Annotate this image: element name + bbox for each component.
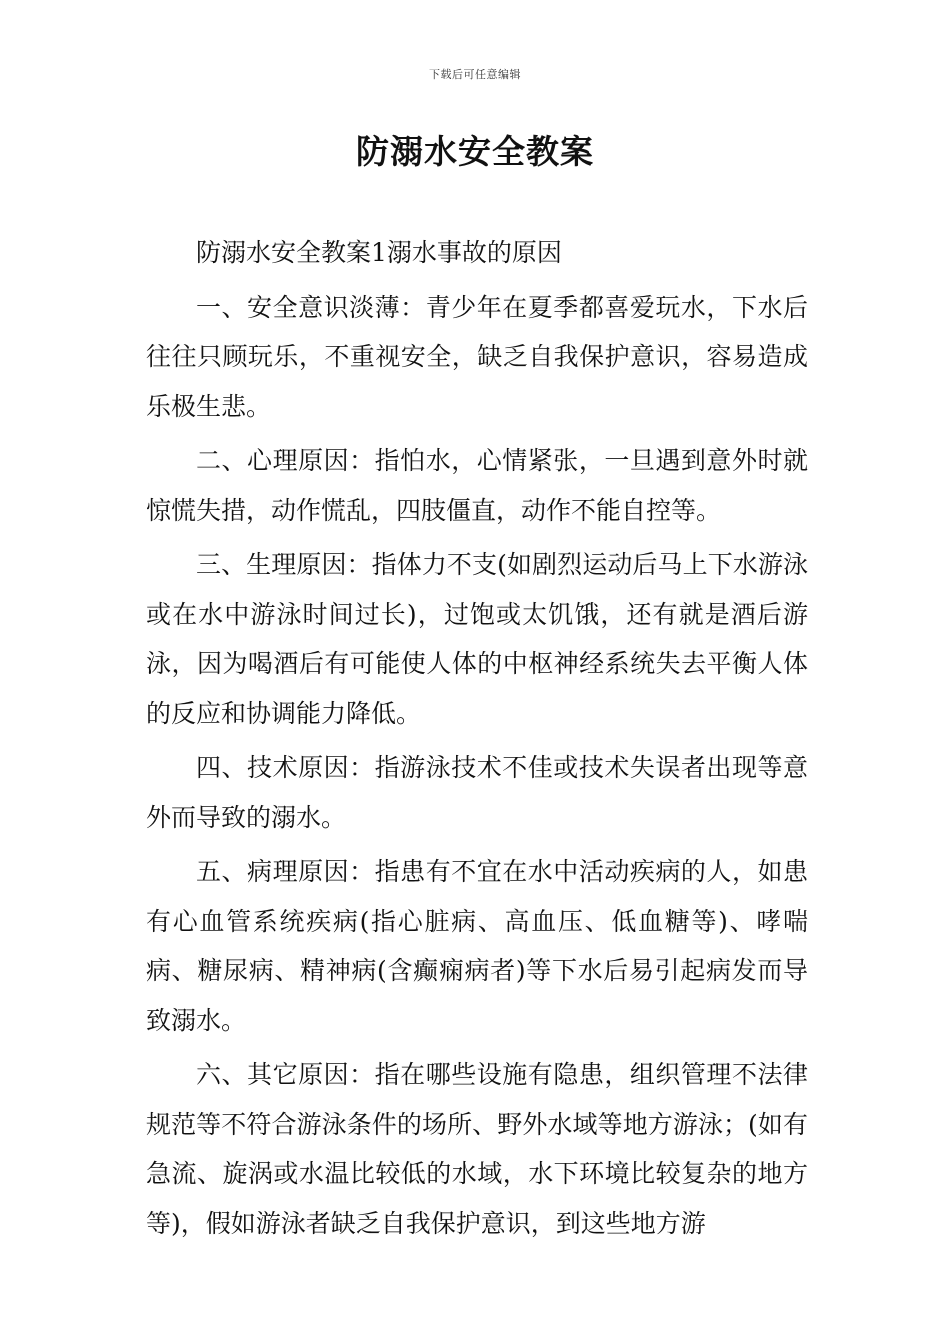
paragraph-psychological: 二、心理原因：指怕水，心情紧张，一旦遇到意外时就惊慌失措，动作慌乱，四肢僵直，动作不能自控等。 xyxy=(146,446,808,525)
paragraph-other: 六、其它原因：指在哪些设施有隐患，组织管理不法律规范等不符合游泳条件的场所、野外水域等地方游泳；(如有急流、旋涡或水温比较低的水域，水下环境比较复杂的地方等)，假如游泳者缺乏自我保护意识，到这些地方游 xyxy=(146,1060,808,1238)
paragraph-intro: 防溺水安全教案1溺水事故的原因 xyxy=(196,238,562,267)
header-note: 下载后可任意编辑 xyxy=(429,68,521,81)
paragraph-physiological: 三、生理原因：指体力不支(如剧烈运动后马上下水游泳或在水中游泳时间过长)，过饱或太饥饿，还有就是酒后游泳，因为喝酒后有可能使人体的中枢神经系统失去平衡人体的反应和协调能力降低。 xyxy=(146,550,808,728)
document-title: 防溺水安全教案 xyxy=(356,132,594,171)
paragraph-pathological: 五、病理原因：指患有不宜在水中活动疾病的人，如患有心血管系统疾病(指心脏病、高血压、低血糖等)、哮喘病、糖尿病、精神病(含癫痫病者)等下水后易引起病发而导致溺水。 xyxy=(146,857,808,1035)
paragraph-technical: 四、技术原因：指游泳技术不佳或技术失误者出现等意外而导致的溺水。 xyxy=(146,753,808,832)
paragraph-safety-awareness: 一、安全意识淡薄：青少年在夏季都喜爱玩水，下水后往往只顾玩乐，不重视安全，缺乏自我保护意识，容易造成乐极生悲。 xyxy=(146,292,808,421)
document-body xyxy=(146,228,808,1248)
